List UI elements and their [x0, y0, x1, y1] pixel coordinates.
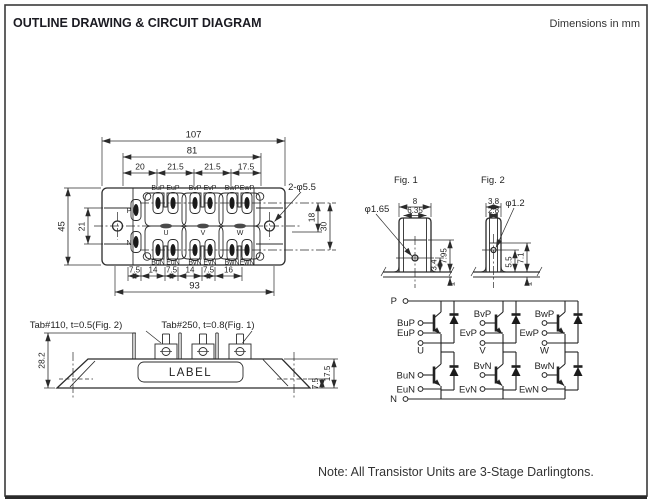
diode	[512, 367, 521, 376]
page-border	[5, 5, 647, 496]
dim-bottom-4: 7.5	[202, 265, 215, 275]
circuit-leg-V	[459, 301, 520, 399]
dim-21-5b: 21.5	[204, 161, 221, 172]
terminal-tab-BuN	[155, 244, 160, 256]
pin-e-p	[418, 331, 423, 336]
phase-pad-W	[234, 224, 246, 229]
terminal-tab-EvN	[207, 244, 212, 256]
page-title: OUTLINE DRAWING & CIRCUIT DIAGRAM	[13, 16, 262, 30]
terminal-tab-EuP	[170, 197, 175, 209]
fig2-dim-outer: 3.8	[487, 197, 500, 206]
terminal-label-BwN: BwN	[224, 259, 240, 267]
dim-bottom-0: 7.5	[128, 265, 141, 275]
circuit-label-EwN: EwN	[518, 384, 539, 396]
phase-label-V: V	[200, 230, 206, 237]
terminal-tab-BvN	[192, 244, 197, 256]
top-view-drawing	[57, 130, 337, 297]
side-dim-7-5: 7.5	[311, 377, 320, 390]
fig2-dim-base: 1	[524, 281, 534, 287]
circuit-leg-U	[397, 301, 459, 399]
diode	[512, 315, 521, 324]
terminal-label-EwP: EwP	[239, 185, 255, 192]
dim-bottom-5: 16	[224, 265, 233, 275]
fig2-title: Fig. 2	[481, 175, 505, 186]
circuit-label-EwP: EwP	[519, 328, 539, 339]
terminal-tab-EvP	[207, 197, 212, 209]
circuit-label-V: V	[479, 345, 486, 357]
phase-pad-V	[197, 224, 209, 229]
circuit-label-W: W	[540, 345, 549, 357]
fig2-hole-callout: φ1.2	[505, 198, 525, 209]
terminal-label-EwN: EwN	[239, 259, 255, 267]
dim-bottom-2: 7.5	[165, 265, 178, 275]
terminal-tab-BwN	[229, 244, 234, 256]
terminal-tab-EuN	[170, 244, 175, 256]
fig2-dim-inner: 2.8	[487, 206, 500, 215]
terminal-label-n: N	[126, 240, 132, 247]
fig1-dim-h-large: 7.95	[439, 248, 449, 264]
terminal-tab-BwP	[229, 197, 234, 209]
terminal-label-BuN: BuN	[151, 259, 165, 267]
circuit-label-EuP: EuP	[397, 328, 415, 339]
tab110-callout: Tab#110, t=0.5(Fig. 2)	[29, 320, 123, 331]
phase-pad-U	[160, 224, 172, 229]
terminal-label-BvP: BvP	[188, 185, 202, 192]
dim-20: 20	[135, 161, 145, 172]
terminal-tab-EwP	[244, 197, 249, 209]
side-dim-28-2: 28.2	[36, 352, 47, 369]
terminal-label-EvP: EvP	[203, 185, 217, 192]
dim-107: 107	[185, 129, 202, 141]
p-terminal	[403, 299, 408, 304]
terminal-label-EuN: EuN	[166, 259, 180, 267]
pin-b-n	[480, 373, 485, 378]
diode	[450, 315, 459, 324]
terminal-label-BwP: BwP	[224, 185, 240, 192]
phase-label-U: U	[163, 230, 169, 237]
pin-e-n	[480, 387, 485, 392]
n-terminal	[403, 397, 408, 402]
terminal-tab-n	[133, 236, 138, 248]
terminal-tab-BuP	[155, 197, 160, 209]
terminal-label-BvN: BvN	[188, 259, 202, 267]
terminal-label-EuP: EuP	[166, 185, 180, 192]
fig1-dim-outer: 8	[412, 197, 418, 206]
dim-45: 45	[56, 221, 68, 232]
circuit-label-EvN: EvN	[459, 384, 477, 396]
pin-e-p	[480, 331, 485, 336]
fig1-dim-base: 1	[447, 281, 457, 287]
pin-e-p	[542, 331, 547, 336]
circuit-diagram	[390, 296, 582, 405]
dim-bottom-1: 14	[148, 265, 158, 275]
side-dim-17-5: 17.5	[323, 365, 332, 382]
dim-17-5: 17.5	[237, 161, 255, 172]
dim-21: 21	[76, 221, 87, 232]
pin-b-n	[418, 373, 423, 378]
dim-81: 81	[186, 145, 198, 157]
terminal-label-BuP: BuP	[151, 185, 165, 192]
fig1-dim-inner: 6.35	[407, 206, 423, 215]
terminal-tab-BvP	[192, 197, 197, 209]
circuit-label-BuP: BuP	[397, 318, 415, 329]
fig2-dim-h-large: 7.1	[516, 252, 526, 264]
pin-b-n	[542, 373, 547, 378]
terminal-label-EvN: EvN	[203, 259, 217, 267]
dim-18: 18	[306, 212, 317, 223]
terminal-tab-EwN	[244, 244, 249, 256]
terminal-tab-p	[133, 204, 138, 216]
circuit-label-BwP: BwP	[534, 309, 555, 320]
pin-e-n	[542, 387, 547, 392]
circuit-label-n: N	[390, 394, 397, 405]
diode	[574, 367, 583, 376]
hole-callout: 2-φ5.5	[288, 182, 316, 193]
fig1-dim-h-small: 3.4	[429, 259, 439, 271]
pin-b-p	[480, 321, 485, 326]
tab250-callout: Tab#250, t=0.8(Fig. 1)	[161, 320, 255, 331]
circuit-label-BvN: BvN	[473, 361, 492, 372]
circuit-label-BuN: BuN	[396, 370, 415, 382]
terminal-label-p: P	[126, 208, 132, 215]
footer-note: Note: All Transistor Units are 3-Stage Darlingtons.	[318, 465, 594, 479]
circuit-leg-W	[519, 301, 583, 399]
circuit-label-p: P	[390, 296, 397, 307]
circuit-label-EvP: EvP	[459, 328, 477, 339]
pin-e-n	[418, 387, 423, 392]
circuit-label-EuN: EuN	[396, 384, 415, 396]
pin-b-p	[542, 321, 547, 326]
dim-93: 93	[189, 280, 200, 292]
diode	[574, 315, 583, 324]
circuit-label-BwN: BwN	[534, 361, 555, 372]
dim-21-5a: 21.5	[167, 161, 184, 172]
dimensions-note: Dimensions in mm	[549, 18, 640, 30]
pin-b-p	[418, 321, 423, 326]
fig2-dim-h-small: 5.5	[504, 256, 514, 268]
side-view-drawing	[30, 320, 338, 398]
fig2-tab-detail	[471, 175, 542, 288]
fig1-title: Fig. 1	[394, 175, 418, 186]
product-label-text: LABEL	[168, 367, 213, 379]
fig1-hole-callout: φ1.65	[364, 204, 390, 215]
diode	[450, 367, 459, 376]
dim-30: 30	[318, 221, 329, 232]
dim-bottom-3: 14	[185, 265, 195, 275]
circuit-label-BvP: BvP	[473, 309, 492, 320]
circuit-label-U: U	[417, 345, 424, 357]
phase-label-W: W	[236, 230, 244, 237]
fig1-tab-detail	[365, 175, 457, 288]
